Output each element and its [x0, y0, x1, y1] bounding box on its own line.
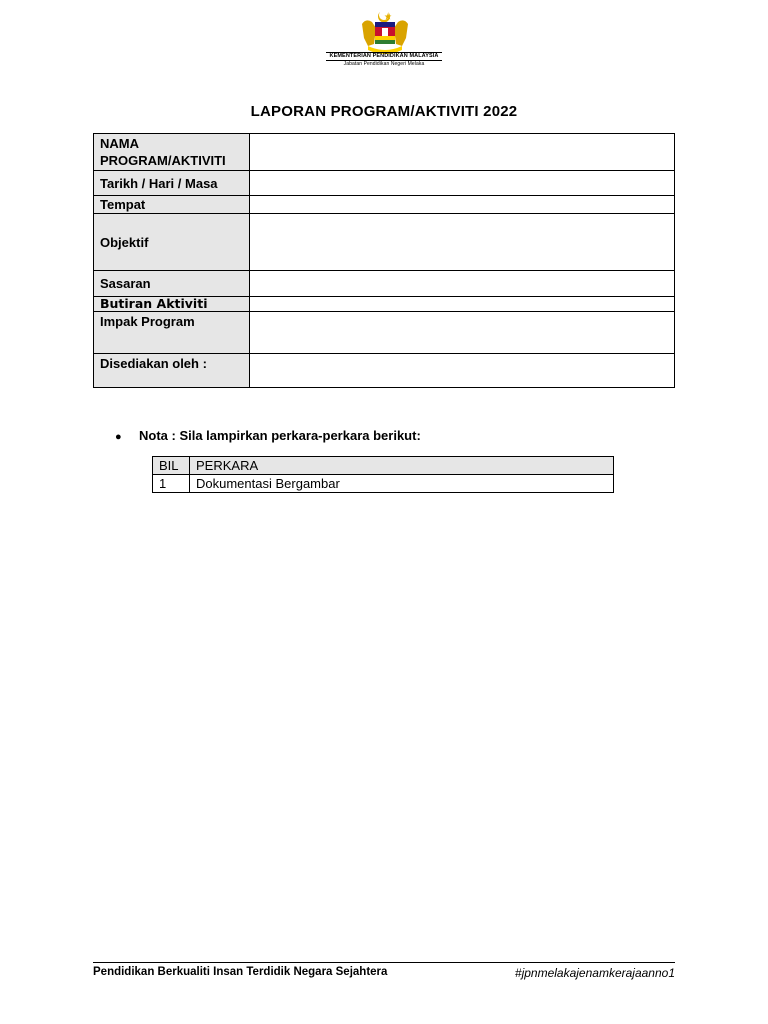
form-label: Impak Program: [94, 312, 250, 354]
note: [115, 428, 421, 443]
form-label: NAMA PROGRAM/AKTIVITI: [94, 134, 250, 171]
report-form-table: [93, 133, 675, 388]
form-row-target: [94, 271, 675, 297]
activity-details-field[interactable]: [250, 297, 675, 312]
report-title: LAPORAN PROGRAM/AKTIVITI 2022: [250, 103, 518, 120]
form-label: Butiran Aktiviti: [94, 297, 250, 312]
date-field[interactable]: [250, 171, 675, 196]
bullet-icon: ●: [115, 431, 122, 443]
attachments-table: [152, 456, 614, 493]
form-row-impact: [94, 312, 675, 354]
form-row-program-name: [94, 134, 675, 171]
form-row-prepared-by: [94, 354, 675, 388]
form-label: Sasaran: [94, 271, 250, 297]
program-name-field[interactable]: [250, 134, 675, 171]
column-header-perkara: PERKARA: [190, 457, 614, 475]
table-cell-perkara: Dokumentasi Bergambar: [190, 475, 614, 493]
form-row-objective: [94, 214, 675, 271]
form-row-activity-details: [94, 297, 675, 312]
form-row-date: [94, 171, 675, 196]
table-cell-bil: 1: [153, 475, 190, 493]
form-row-venue: [94, 196, 675, 214]
objective-field[interactable]: [250, 214, 675, 271]
prepared-by-field[interactable]: [250, 354, 675, 388]
footer-slogan: Pendidikan Berkualiti Insan Terdidik Negara Sejahtera: [93, 966, 388, 978]
malaysia-coat-of-arms-icon: [358, 10, 412, 54]
form-label: Objektif: [94, 214, 250, 271]
venue-field[interactable]: [250, 196, 675, 214]
form-label: Disediakan oleh :: [94, 354, 250, 388]
form-label: Tempat: [94, 196, 250, 214]
footer-hashtag: #jpnmelakajenamkerajaanno1: [514, 966, 675, 980]
impact-field[interactable]: [250, 312, 675, 354]
table-row: [153, 475, 614, 493]
department-name: Jabatan Pendidikan Negeri Melaka: [343, 61, 425, 67]
note-text: Nota : Sila lampirkan perkara-perkara berikut:: [139, 428, 421, 443]
footer-divider: [93, 962, 675, 963]
ministry-name: KEMENTERIAN PENDIDIKAN MALAYSIA: [329, 53, 439, 59]
table-header-row: [153, 457, 614, 475]
column-header-bil: BIL: [153, 457, 190, 475]
ministry-header: [326, 52, 442, 68]
form-label: Tarikh / Hari / Masa: [94, 171, 250, 196]
target-field[interactable]: [250, 271, 675, 297]
